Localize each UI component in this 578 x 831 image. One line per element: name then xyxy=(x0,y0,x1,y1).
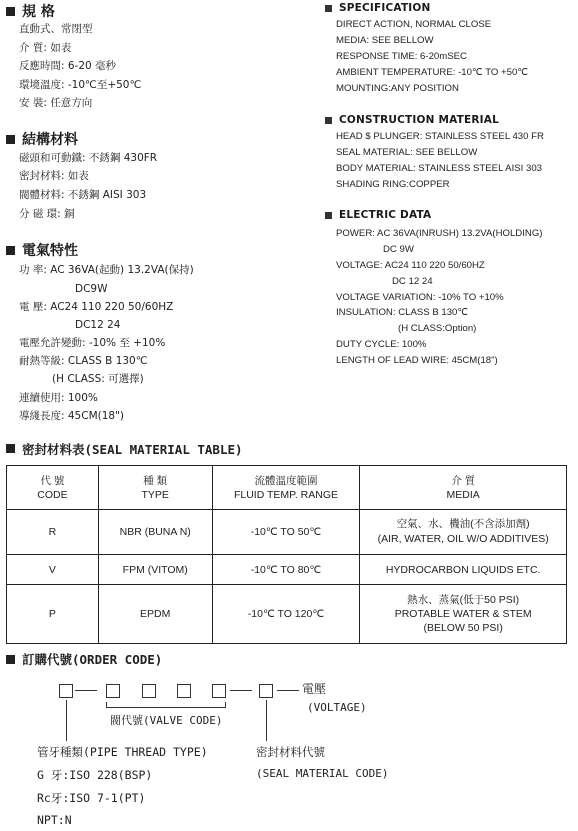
bracket xyxy=(225,702,226,708)
dash xyxy=(75,690,97,691)
header-range: 流體溫度範圍 FLUID TEMP. RANGE xyxy=(212,466,360,510)
electric-line: DC12 24 xyxy=(75,319,121,331)
spec-line: 環境溫度: -10℃至+50℃ xyxy=(19,79,142,91)
voltage-label-en: (VOLTAGE) xyxy=(307,701,367,714)
construction-line-en: SEAL MATERIAL: SEE BELLOW xyxy=(336,147,478,158)
section-bullet xyxy=(325,5,332,12)
code-box-valve xyxy=(106,684,120,698)
electric-line-en: DC 9W xyxy=(383,244,414,255)
cell-media: 空氣、水、機油(不含添加劑) (AIR, WATER, OIL W/O ADDITIVES) xyxy=(360,510,567,555)
spec-line-en: RESPONSE TIME: 6-20mSEC xyxy=(336,51,467,62)
electric-line: 電 壓: AC24 110 220 50/60HZ xyxy=(19,301,174,313)
section-bullet xyxy=(325,117,332,124)
electric-line: 耐熱等級: CLASS B 130℃ xyxy=(19,355,148,367)
pipe-thread-label: 管牙種類(PIPE THREAD TYPE) xyxy=(37,745,208,759)
cell-type: EPDM xyxy=(98,585,212,644)
electric-line: 功 率: AC 36VA(起動) 13.2VA(保持) xyxy=(19,264,194,276)
construction-line: 密封材料: 如表 xyxy=(19,170,89,182)
section-title-spec-zh: 規 格 xyxy=(22,4,55,20)
valve-code-label: 閥代號(VALVE CODE) xyxy=(110,714,223,727)
construction-line: 閥體材料: 不銹鋼 AISI 303 xyxy=(19,189,147,201)
spec-line: 介 質: 如表 xyxy=(19,42,72,54)
cell-media: HYDROCARBON LIQUIDS ETC. xyxy=(360,555,567,585)
section-title-construction-en: CONSTRUCTION MATERIAL xyxy=(339,114,500,126)
header-type: 種 類 TYPE xyxy=(98,466,212,510)
construction-line-en: SHADING RING:COPPER xyxy=(336,179,450,190)
cell-code: R xyxy=(7,510,99,555)
electric-line-en: LENGTH OF LEAD WIRE: 45CM(18") xyxy=(336,355,498,366)
section-bullet xyxy=(6,655,15,664)
electric-line-en: VOLTAGE VARIATION: -10% TO +10% xyxy=(336,292,504,303)
order-code-title: 訂購代號(ORDER CODE) xyxy=(22,652,163,667)
spec-line: 安 裝: 任意方向 xyxy=(19,97,93,109)
electric-line: 連續使用: 100% xyxy=(19,392,98,404)
cell-type: FPM (VITOM) xyxy=(98,555,212,585)
electric-line: (H CLASS: 可選擇) xyxy=(52,373,144,385)
table-row xyxy=(7,585,567,644)
electric-line: 電壓允許變動: -10% 至 +10% xyxy=(19,337,166,349)
section-bullet xyxy=(6,135,15,144)
thread-option: G 牙:ISO 228(BSP) xyxy=(37,768,153,782)
spec-line: 反應時間: 6-20 毫秒 xyxy=(19,60,117,72)
electric-line-en: VOLTAGE: AC24 110 220 50/60HZ xyxy=(336,260,485,271)
electric-line-en: POWER: AC 36VA(INRUSH) 13.2VA(HOLDING) xyxy=(336,228,543,239)
construction-line: 磁頭和可動鐵: 不銹鋼 430FR xyxy=(19,152,158,164)
section-bullet xyxy=(6,444,15,453)
code-box-valve xyxy=(142,684,156,698)
spec-line: 直動式、常閉型 xyxy=(19,23,93,35)
dash xyxy=(277,690,299,691)
electric-line-en: DUTY CYCLE: 100% xyxy=(336,339,427,350)
electric-line-en: DC 12 24 xyxy=(392,276,433,287)
spec-line-en: MEDIA: SEE BELLOW xyxy=(336,35,434,46)
construction-line-en: BODY MATERIAL: STAINLESS STEEL AISI 303 xyxy=(336,163,542,174)
cell-media: 熱水、蒸氣(低于50 PSI) PROTABLE WATER & STEM (BELOW 50 PSI) xyxy=(360,585,567,644)
thread-option: Rc牙:ISO 7-1(PT) xyxy=(37,791,146,805)
construction-line-en: HEAD $ PLUNGER: STAINLESS STEEL 430 FR xyxy=(336,131,544,142)
seal-table-title: 密封材料表(SEAL MATERIAL TABLE) xyxy=(22,442,243,457)
electric-line-en: INSULATION: CLASS B 130℃ xyxy=(336,307,469,318)
section-title-spec-en: SPECIFICATION xyxy=(339,2,431,14)
spec-line-en: MOUNTING:ANY POSITION xyxy=(336,83,459,94)
seal-code-label-zh: 密封材料代號 xyxy=(256,745,325,759)
table-row xyxy=(7,510,567,555)
spec-line-en: DIRECT ACTION, NORMAL CLOSE xyxy=(336,19,492,30)
electric-line-en: (H CLASS:Option) xyxy=(398,323,477,334)
header-media: 介 質 MEDIA xyxy=(360,466,567,510)
cell-type: NBR (BUNA N) xyxy=(98,510,212,555)
electric-line: DC9W xyxy=(75,283,108,295)
cell-code: P xyxy=(7,585,99,644)
cell-range: -10℃ TO 50℃ xyxy=(212,510,360,555)
table-header-row xyxy=(7,466,567,510)
section-title-electric-zh: 電氣特性 xyxy=(22,243,78,259)
leader-line xyxy=(266,700,267,741)
thread-option: NPT:N xyxy=(37,813,72,827)
header-code: 代 號 CODE xyxy=(7,466,99,510)
voltage-label-zh: 電壓 xyxy=(302,682,327,696)
table-row xyxy=(7,555,567,585)
cell-code: V xyxy=(7,555,99,585)
construction-line: 分 磁 環: 銅 xyxy=(19,208,75,220)
electric-line: 導綫長度: 45CM(18") xyxy=(19,410,125,422)
spec-line-en: AMBIENT TEMPERATURE: -10℃ TO +50℃ xyxy=(336,67,529,78)
seal-code-label-en: (SEAL MATERIAL CODE) xyxy=(256,767,389,780)
bracket xyxy=(106,707,226,708)
dash xyxy=(230,690,252,691)
cell-range: -10℃ TO 80℃ xyxy=(212,555,360,585)
code-box-thread xyxy=(59,684,73,698)
section-bullet xyxy=(6,246,15,255)
leader-line xyxy=(66,700,67,741)
code-box-valve xyxy=(212,684,226,698)
section-bullet xyxy=(325,212,332,219)
code-box-valve xyxy=(177,684,191,698)
section-bullet xyxy=(6,7,15,16)
seal-material-table xyxy=(6,465,567,644)
section-title-electric-en: ELECTRIC DATA xyxy=(339,209,432,221)
section-title-construction-zh: 結構材料 xyxy=(22,132,78,148)
cell-range: -10℃ TO 120℃ xyxy=(212,585,360,644)
code-box-seal xyxy=(259,684,273,698)
